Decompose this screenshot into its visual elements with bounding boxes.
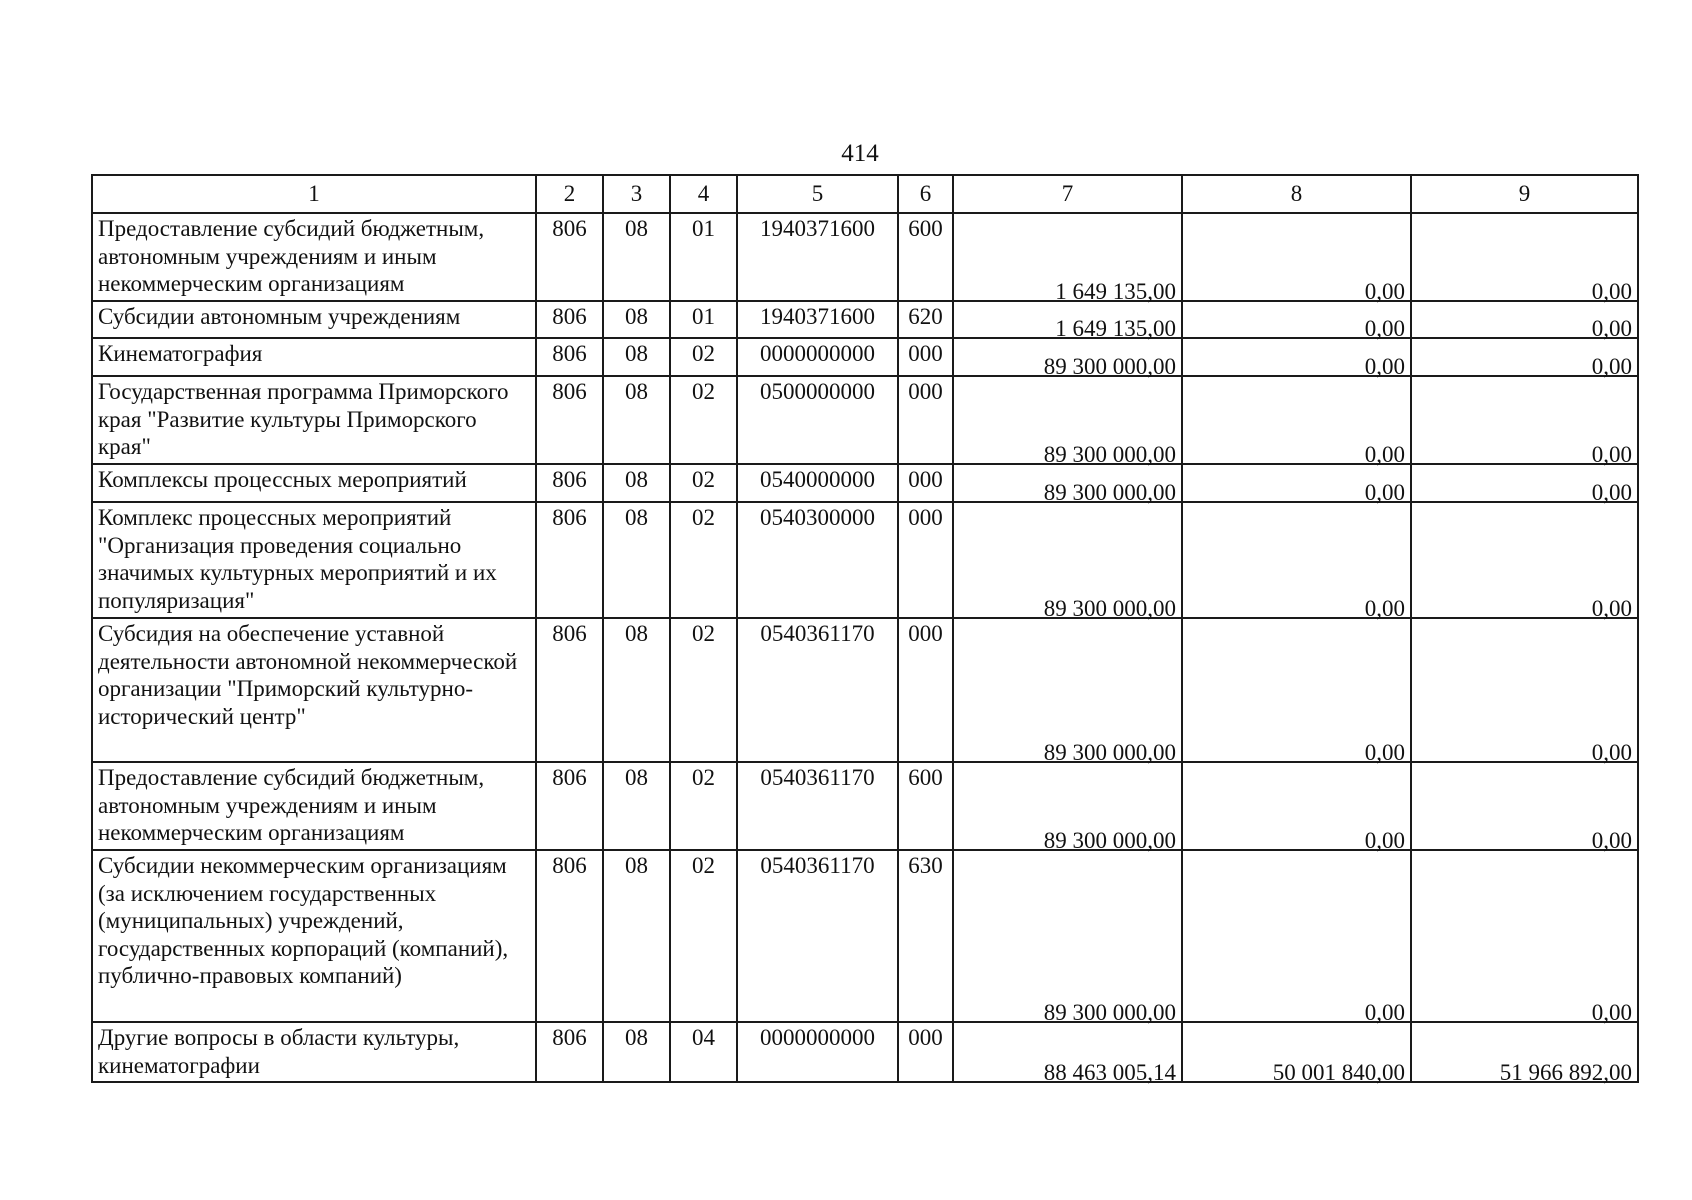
cell-c2: 806 <box>536 850 603 1022</box>
column-header: 7 <box>953 175 1182 213</box>
column-header: 8 <box>1182 175 1411 213</box>
cell-c4: 01 <box>670 301 737 338</box>
column-header: 5 <box>737 175 898 213</box>
cell-c8 <box>1182 762 1411 853</box>
cell-c7 <box>953 338 1182 379</box>
cell-c9 <box>1411 338 1638 379</box>
cell-c7 <box>953 850 1182 1025</box>
cell-c5: 0540000000 <box>737 464 898 502</box>
amount-c7: 1 649 135,00 <box>1055 315 1176 341</box>
cell-c7 <box>953 502 1182 621</box>
table-row <box>92 376 1638 464</box>
table-row <box>92 464 1638 502</box>
cell-c7 <box>953 1022 1182 1085</box>
amount-c8: 0,00 <box>1364 353 1405 379</box>
column-header: 6 <box>898 175 953 213</box>
page-number: 414 <box>841 140 879 167</box>
cell-c2: 806 <box>536 301 603 338</box>
amount-c8: 0,00 <box>1364 739 1405 765</box>
amount-c7: 89 300 000,00 <box>1043 595 1176 621</box>
cell-c3: 08 <box>603 618 670 762</box>
cell-c3: 08 <box>603 850 670 1022</box>
cell-c2: 806 <box>536 1022 603 1082</box>
column-header: 9 <box>1411 175 1638 213</box>
cell-c5: 0500000000 <box>737 376 898 464</box>
cell-c9 <box>1411 464 1638 505</box>
cell-c9 <box>1411 1022 1638 1085</box>
cell-c5: 1940371600 <box>737 213 898 301</box>
amount-c7: 1 649 135,00 <box>1055 278 1176 304</box>
cell-c8 <box>1182 502 1411 621</box>
amount-c7: 89 300 000,00 <box>1043 999 1176 1025</box>
amount-c9: 0,00 <box>1591 479 1632 505</box>
cell-c3: 08 <box>603 338 670 376</box>
cell-c3: 08 <box>603 502 670 618</box>
cell-c5: 0540361170 <box>737 618 898 762</box>
amount-c8: 0,00 <box>1364 827 1405 853</box>
cell-c8 <box>1182 376 1411 467</box>
cell-c6: 000 <box>898 502 953 618</box>
table-row <box>92 618 1638 762</box>
cell-c9 <box>1411 850 1638 1025</box>
cell-c5: 0540361170 <box>737 762 898 850</box>
amount-c9: 0,00 <box>1591 827 1632 853</box>
cell-c7 <box>953 618 1182 765</box>
cell-c7 <box>953 376 1182 467</box>
cell-c7 <box>953 301 1182 341</box>
cell-c2: 806 <box>536 213 603 301</box>
cell-c9 <box>1411 762 1638 853</box>
cell-c5: 0000000000 <box>737 338 898 376</box>
cell-c9 <box>1411 213 1638 304</box>
cell-c6: 600 <box>898 213 953 301</box>
amount-c9: 0,00 <box>1591 999 1632 1025</box>
cell-c3: 08 <box>603 301 670 338</box>
amount-c8: 0,00 <box>1364 315 1405 341</box>
amount-c9: 0,00 <box>1591 278 1632 304</box>
amount-c8: 0,00 <box>1364 595 1405 621</box>
cell-c2: 806 <box>536 502 603 618</box>
amount-c9: 0,00 <box>1591 353 1632 379</box>
cell-c6: 000 <box>898 618 953 762</box>
amount-c8: 50 001 840,00 <box>1272 1059 1405 1085</box>
cell-c9 <box>1411 376 1638 467</box>
row-name: Комплексы процессных мероприятий <box>92 464 536 502</box>
cell-c9 <box>1411 301 1638 341</box>
amount-c7: 89 300 000,00 <box>1043 441 1176 467</box>
cell-c2: 806 <box>536 618 603 762</box>
amount-c7: 89 300 000,00 <box>1043 827 1176 853</box>
cell-c8 <box>1182 850 1411 1025</box>
table-row <box>92 1022 1638 1082</box>
row-name: Другие вопросы в области культуры, кинематографии <box>92 1022 536 1082</box>
amount-c8: 0,00 <box>1364 278 1405 304</box>
cell-c3: 08 <box>603 213 670 301</box>
table-row <box>92 502 1638 618</box>
amount-c9: 51 966 892,00 <box>1499 1059 1632 1085</box>
cell-c2: 806 <box>536 464 603 502</box>
amount-c9: 0,00 <box>1591 595 1632 621</box>
cell-c6: 630 <box>898 850 953 1022</box>
column-header: 2 <box>536 175 603 213</box>
cell-c9 <box>1411 502 1638 621</box>
amount-c8: 0,00 <box>1364 479 1405 505</box>
cell-c4: 01 <box>670 213 737 301</box>
table-row <box>92 850 1638 1022</box>
cell-c5: 1940371600 <box>737 301 898 338</box>
row-name: Государственная программа Приморского края "Развитие культуры Приморского края" <box>92 376 536 464</box>
cell-c7 <box>953 762 1182 853</box>
amount-c7: 89 300 000,00 <box>1043 353 1176 379</box>
cell-c8 <box>1182 618 1411 765</box>
cell-c8 <box>1182 1022 1411 1085</box>
cell-c3: 08 <box>603 762 670 850</box>
cell-c4: 02 <box>670 376 737 464</box>
table-row <box>92 762 1638 850</box>
cell-c4: 02 <box>670 338 737 376</box>
column-header: 4 <box>670 175 737 213</box>
amount-c9: 0,00 <box>1591 315 1632 341</box>
cell-c7 <box>953 464 1182 505</box>
table-header <box>92 175 1638 213</box>
cell-c2: 806 <box>536 376 603 464</box>
cell-c4: 02 <box>670 850 737 1022</box>
amount-c7: 89 300 000,00 <box>1043 479 1176 505</box>
cell-c7 <box>953 213 1182 304</box>
cell-c4: 02 <box>670 762 737 850</box>
cell-c4: 02 <box>670 502 737 618</box>
amount-c8: 0,00 <box>1364 999 1405 1025</box>
cell-c9 <box>1411 618 1638 765</box>
amount-c9: 0,00 <box>1591 739 1632 765</box>
table-row <box>92 213 1638 301</box>
row-name: Кинематография <box>92 338 536 376</box>
table-row <box>92 338 1638 376</box>
cell-c5: 0000000000 <box>737 1022 898 1082</box>
cell-c3: 08 <box>603 1022 670 1082</box>
cell-c2: 806 <box>536 762 603 850</box>
budget-table <box>91 174 1639 1083</box>
cell-c8 <box>1182 338 1411 379</box>
cell-c6: 000 <box>898 338 953 376</box>
cell-c6: 000 <box>898 376 953 464</box>
row-name: Субсидия на обеспечение уставной деятельности автономной некоммерческой организации "Приморский культурно-исторический центр" <box>92 618 536 762</box>
cell-c6: 600 <box>898 762 953 850</box>
header-row <box>92 175 1638 213</box>
amount-c8: 0,00 <box>1364 441 1405 467</box>
cell-c5: 0540361170 <box>737 850 898 1022</box>
cell-c2: 806 <box>536 338 603 376</box>
cell-c8 <box>1182 301 1411 341</box>
row-name: Комплекс процессных мероприятий "Организация проведения социально значимых культурных мероприятий и их популяризация" <box>92 502 536 618</box>
amount-c9: 0,00 <box>1591 441 1632 467</box>
cell-c6: 000 <box>898 464 953 502</box>
amount-c7: 89 300 000,00 <box>1043 739 1176 765</box>
row-name: Предоставление субсидий бюджетным, автономным учреждениям и иным некоммерческим организациям <box>92 762 536 850</box>
row-name: Субсидии автономным учреждениям <box>92 301 536 338</box>
cell-c4: 04 <box>670 1022 737 1082</box>
column-header: 3 <box>603 175 670 213</box>
cell-c5: 0540300000 <box>737 502 898 618</box>
cell-c8 <box>1182 213 1411 304</box>
table-row <box>92 301 1638 338</box>
column-header: 1 <box>92 175 536 213</box>
table-body <box>92 213 1638 1085</box>
row-name: Предоставление субсидий бюджетным, автономным учреждениям и иным некоммерческим организациям <box>92 213 536 301</box>
cell-c3: 08 <box>603 376 670 464</box>
cell-c6: 000 <box>898 1022 953 1082</box>
cell-c4: 02 <box>670 464 737 502</box>
cell-c6: 620 <box>898 301 953 338</box>
row-name: Субсидии некоммерческим организациям (за исключением государственных (муниципальных) учреждений, государственных корпораций (компаний), публично-правовых компаний) <box>92 850 536 1022</box>
cell-c4: 02 <box>670 618 737 762</box>
cell-c3: 08 <box>603 464 670 502</box>
amount-c7: 88 463 005,14 <box>1043 1059 1176 1085</box>
cell-c8 <box>1182 464 1411 505</box>
